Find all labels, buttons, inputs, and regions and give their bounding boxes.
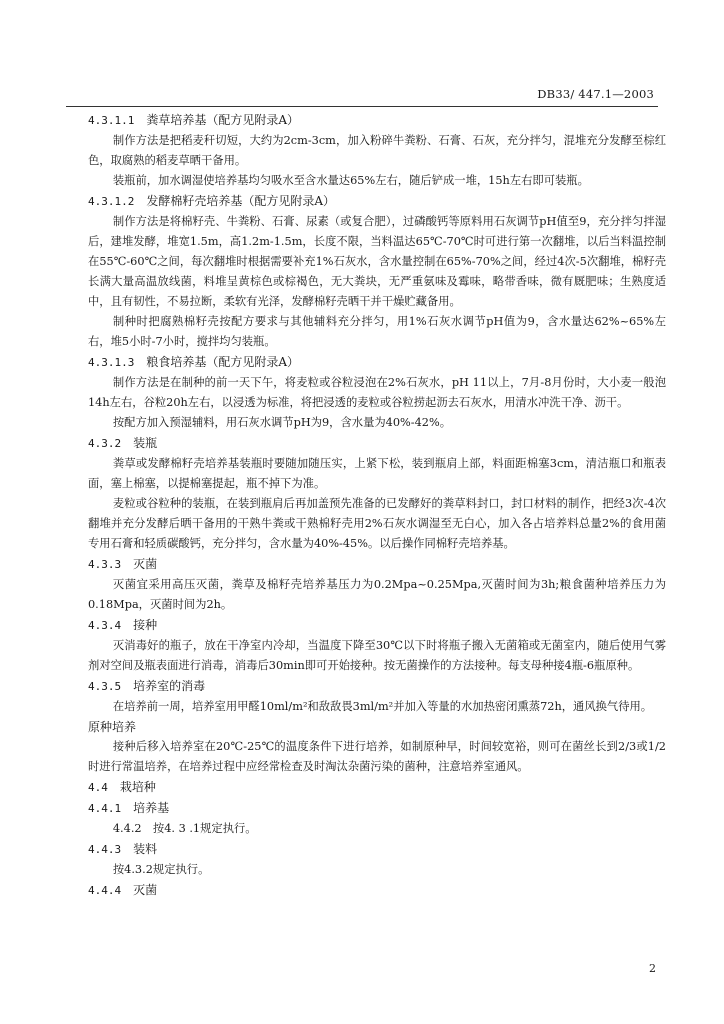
paragraph: 接种后移入培养室在20℃-25℃的温度条件下进行培养，如制原种早，时间较宽裕，则可在菌丝长到2/3或1/2时进行常温培养，在培养过程中应经常检查及时淘汰杂菌污染的菌种，注意培养室通风。 xyxy=(88,740,666,773)
section-number: 4.3.2 xyxy=(88,437,122,450)
section-heading xyxy=(88,717,666,737)
section-title: 发酵棉籽壳培养基（配方见附录A） xyxy=(146,194,336,208)
document-body xyxy=(88,110,666,901)
paragraph: 制种时把腐熟棉籽壳按配方要求与其他辅料充分拌匀，用1%石灰水调节pH值为9，含水量达62%~65%左右，堆5小时-7小时，搅拌均匀装瓶。 xyxy=(88,315,666,348)
section-number: 4.4.3 xyxy=(88,843,122,856)
section-heading xyxy=(88,554,666,575)
section-heading xyxy=(88,191,666,212)
section-title: 灭菌 xyxy=(133,883,158,897)
section-title: 培养基 xyxy=(133,801,170,815)
section-title: 培养室的消毒 xyxy=(133,679,206,693)
section-number: 4.4 xyxy=(88,781,108,794)
section-title: 装料 xyxy=(133,842,158,856)
section-title: 灭菌 xyxy=(133,557,158,571)
paragraph: 按4.3.2规定执行。 xyxy=(112,863,210,876)
paragraph: 制作方法是将棉籽壳、牛粪粉、石膏、尿素（或复合肥），过磷酸钙等原料用石灰调节pH值至9，充分拌匀拌湿后，建堆发酵，堆宽1.5m，高1.2m-1.5m，长度不限，当料温达65℃-70℃时可进行第一次翻堆，以后当料温控制在55℃-60℃之间，每次翻堆时根据需要补充1%石灰水，含水量控制在65%-70%之间，经过4次-5次翻堆，棉籽壳长满大量高温放线菌，料堆呈黄棕色或棕褐色，无大粪块，无严重氨味及霉味，略带香味，微有厩肥味；生熟度适中，且有韧性，不易拉断，柔软有光泽，发酵棉籽壳晒干并干燥贮藏备用。 xyxy=(88,215,666,308)
paragraph: 在培养前一周，培养室用甲醛10ml/m²和敌敌畏3ml/m²并加入等量的水加热密闭熏蒸72h，通风换气待用。 xyxy=(112,700,653,713)
paragraph: 4.4.2 按4. 3 .1规定执行。 xyxy=(112,822,257,835)
paragraph: 灭菌宜采用高压灭菌，粪草及棉籽壳培养基压力为0.2Mpa~0.25Mpa,灭菌时间为3h;粮食菌种培养压力为0.18Mpa，灭菌时间为2h。 xyxy=(88,578,666,611)
doc-code: DB33/ 447.1—2003 xyxy=(537,87,654,101)
page-number: 2 xyxy=(649,962,656,975)
paragraph: 灭消毒好的瓶子，放在干净室内冷却，当温度下降至30℃以下时将瓶子搬入无菌箱或无菌室内，随后使用气雾剂对空间及瓶表面进行消毒，消毒后30min即可开始接种。按无菌操作的方法接种。每支母种接4瓶-6瓶原种。 xyxy=(88,639,666,672)
section-heading xyxy=(88,110,666,131)
section-number: 4.3.1.3 xyxy=(88,356,135,369)
paragraph: 粪草或发酵棉籽壳培养基装瓶时要随加随压实，上紧下松，装到瓶肩上部，料面距棉塞3cm，清洁瓶口和瓶表面，塞上棉塞，以提棉塞提起，瓶不掉下为准。 xyxy=(88,457,666,490)
paragraph: 制作方法是把稻麦秆切短，大约为2cm-3cm，加入粉碎牛粪粉、石膏、石灰，充分拌匀，混堆充分发酵至棕红色，取腐熟的稻麦草晒干备用。 xyxy=(88,134,666,167)
section-heading xyxy=(88,676,666,697)
section-number: 4.4.1 xyxy=(88,802,122,815)
section-title: 粮食培养基（配方见附录A） xyxy=(146,355,300,369)
section-title: 栽培种 xyxy=(119,780,156,794)
section-number: 4.3.4 xyxy=(88,619,122,632)
section-number: 4.3.3 xyxy=(88,558,122,571)
section-number: 4.3.1.2 xyxy=(88,195,135,208)
paragraph: 装瓶前，加水调湿使培养基均匀吸水至含水量达65%左右，随后铲成一堆，15h左右即可装瓶。 xyxy=(112,174,589,187)
header-rule xyxy=(66,106,658,107)
section-heading xyxy=(88,880,666,901)
paragraph: 按配方加入预湿辅料，用石灰水调节pH为9，含水量为40%-42%。 xyxy=(112,416,451,429)
section-heading xyxy=(88,615,666,636)
section-heading xyxy=(88,433,666,454)
section-title: 接种 xyxy=(133,618,158,632)
paragraph: 麦粒或谷粒种的装瓶，在装到瓶肩后再加盖预先准备的已发酵好的粪草料封口，封口材料的制作，把经3次-4次翻堆并充分发酵后晒干备用的干熟牛粪或干熟棉籽壳用2%石灰水调湿至无白心，加入各占培养料总量2%的食用菌专用石膏和轻质碳酸钙，充分拌匀，含水量为40%-45%。以后操作同棉籽壳培养基。 xyxy=(88,497,666,550)
section-number: 4.3.1.1 xyxy=(88,114,135,127)
section-title: 原种培养 xyxy=(88,720,137,734)
section-heading xyxy=(88,777,666,798)
section-heading xyxy=(88,798,666,819)
section-heading xyxy=(88,839,666,860)
section-title: 装瓶 xyxy=(133,436,158,450)
section-number: 4.3.5 xyxy=(88,680,122,693)
section-heading xyxy=(88,352,666,373)
section-number: 4.4.4 xyxy=(88,884,122,897)
section-title: 粪草培养基（配方见附录A） xyxy=(146,113,300,127)
paragraph: 制作方法是在制种的前一天下午，将麦粒或谷粒浸泡在2%石灰水，pH 11以上，7月-8月份时，大小麦一般泡14h左右，谷粒20h左右，以浸透为标准，将把浸透的麦粒或谷粒捞起沥去石灰水，用清水冲洗干净、沥干。 xyxy=(88,376,666,409)
